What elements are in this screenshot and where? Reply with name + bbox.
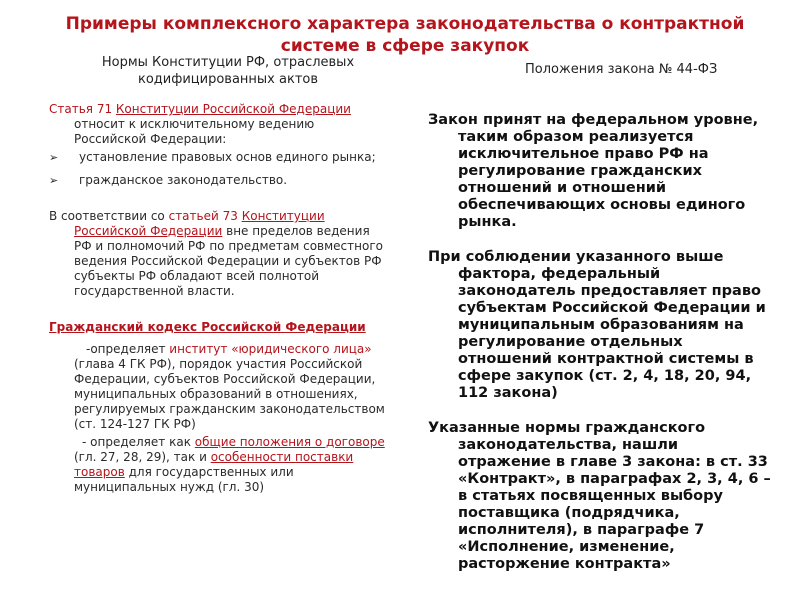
- left-column-header: Нормы Конституции РФ, отраслевых кодифицированных актов: [101, 55, 355, 87]
- article-73-link[interactable]: статьей 73: [168, 209, 238, 223]
- constitution-link[interactable]: Конституции Российской Федерации: [74, 209, 325, 238]
- bullet-text: установление правовых основ единого рынка;: [79, 150, 376, 164]
- right-column: [428, 112, 773, 573]
- article-71-prefix: Статья 71: [49, 102, 116, 116]
- supply-specifics-link[interactable]: особенности поставки товаров: [74, 450, 354, 479]
- law-paragraph-1: Закон принят на федеральном уровне, таким образом реализуется исключительное право РФ на регулирование гражданских отношений и отношений обеспечивающих основы единого рынка.: [428, 112, 759, 230]
- arrow-bullet-icon: ➢: [49, 151, 59, 164]
- gk1-prefix: -определяет: [86, 342, 170, 356]
- law-paragraph-2: При соблюдении указанного выше фактора, федеральный законодатель предоставляет право субъектам Российской Федерации и муниципальным образованиям на регулирование отдельных отношений контрактной системы в сфере закупок (ст. 2, 4, 18, 20, 94, 112 закона): [428, 249, 766, 401]
- civil-code-paragraph-2: [49, 435, 389, 495]
- slide-title: Примеры комплексного характера законодательства о контрактной системе в сфере закупок: [65, 14, 745, 56]
- civil-code-paragraph-1: [49, 342, 389, 432]
- gk2-mid: (гл. 27, 28, 29), так и: [74, 450, 211, 464]
- article-73-paragraph: [49, 209, 389, 299]
- gk2-prefix: - определяет как: [82, 435, 195, 449]
- article-73-text: вне пределов ведения РФ и полномочий РФ по предметам совместного ведения Российской Федерации и субъектов РФ субъекты РФ обладают всей полнотой государственной власти.: [74, 224, 383, 298]
- gk2-text: для государственных или муниципальных нужд (гл. 30): [74, 465, 294, 494]
- constitution-link[interactable]: Конституции Российской Федерации: [115, 102, 351, 116]
- list-item: [49, 173, 389, 188]
- contract-provisions-link[interactable]: общие положения о договоре: [194, 435, 385, 449]
- civil-code-link[interactable]: Гражданский кодекс Российской Федерации: [49, 320, 366, 334]
- gk1-text: (глава 4 ГК РФ), порядок участия Российской Федерации, субъектов Российской Федерации, муниципальных образований в отношениях, регулируемых гражданским законодательством (ст. 124-127 ГК РФ): [74, 357, 385, 431]
- law-paragraph-3: Указанные нормы гражданского законодательства, нашли отражение в главе 3 закона: в ст. 33 «Контракт», в параграфах 2, 3, 4, 6 – в статьях посвященных выбору поставщика (подрядчика, исполнителя), в параграфе 7 «Исполнение, изменение, расторжение контракта»: [428, 420, 771, 572]
- article-73-prefix: В соответствии со: [49, 209, 169, 223]
- bullet-text: гражданское законодательство.: [79, 173, 288, 187]
- bullet-list: [49, 150, 389, 188]
- right-column-header: Положения закона № 44-ФЗ: [525, 62, 718, 77]
- article-71-paragraph: [49, 102, 389, 147]
- article-71-text: относит к исключительному ведению Российской Федерации:: [74, 117, 315, 146]
- arrow-bullet-icon: ➢: [49, 174, 59, 187]
- left-column: [49, 102, 389, 495]
- legal-entity-link[interactable]: институт «юридического лица»: [169, 342, 372, 356]
- list-item: [49, 150, 389, 165]
